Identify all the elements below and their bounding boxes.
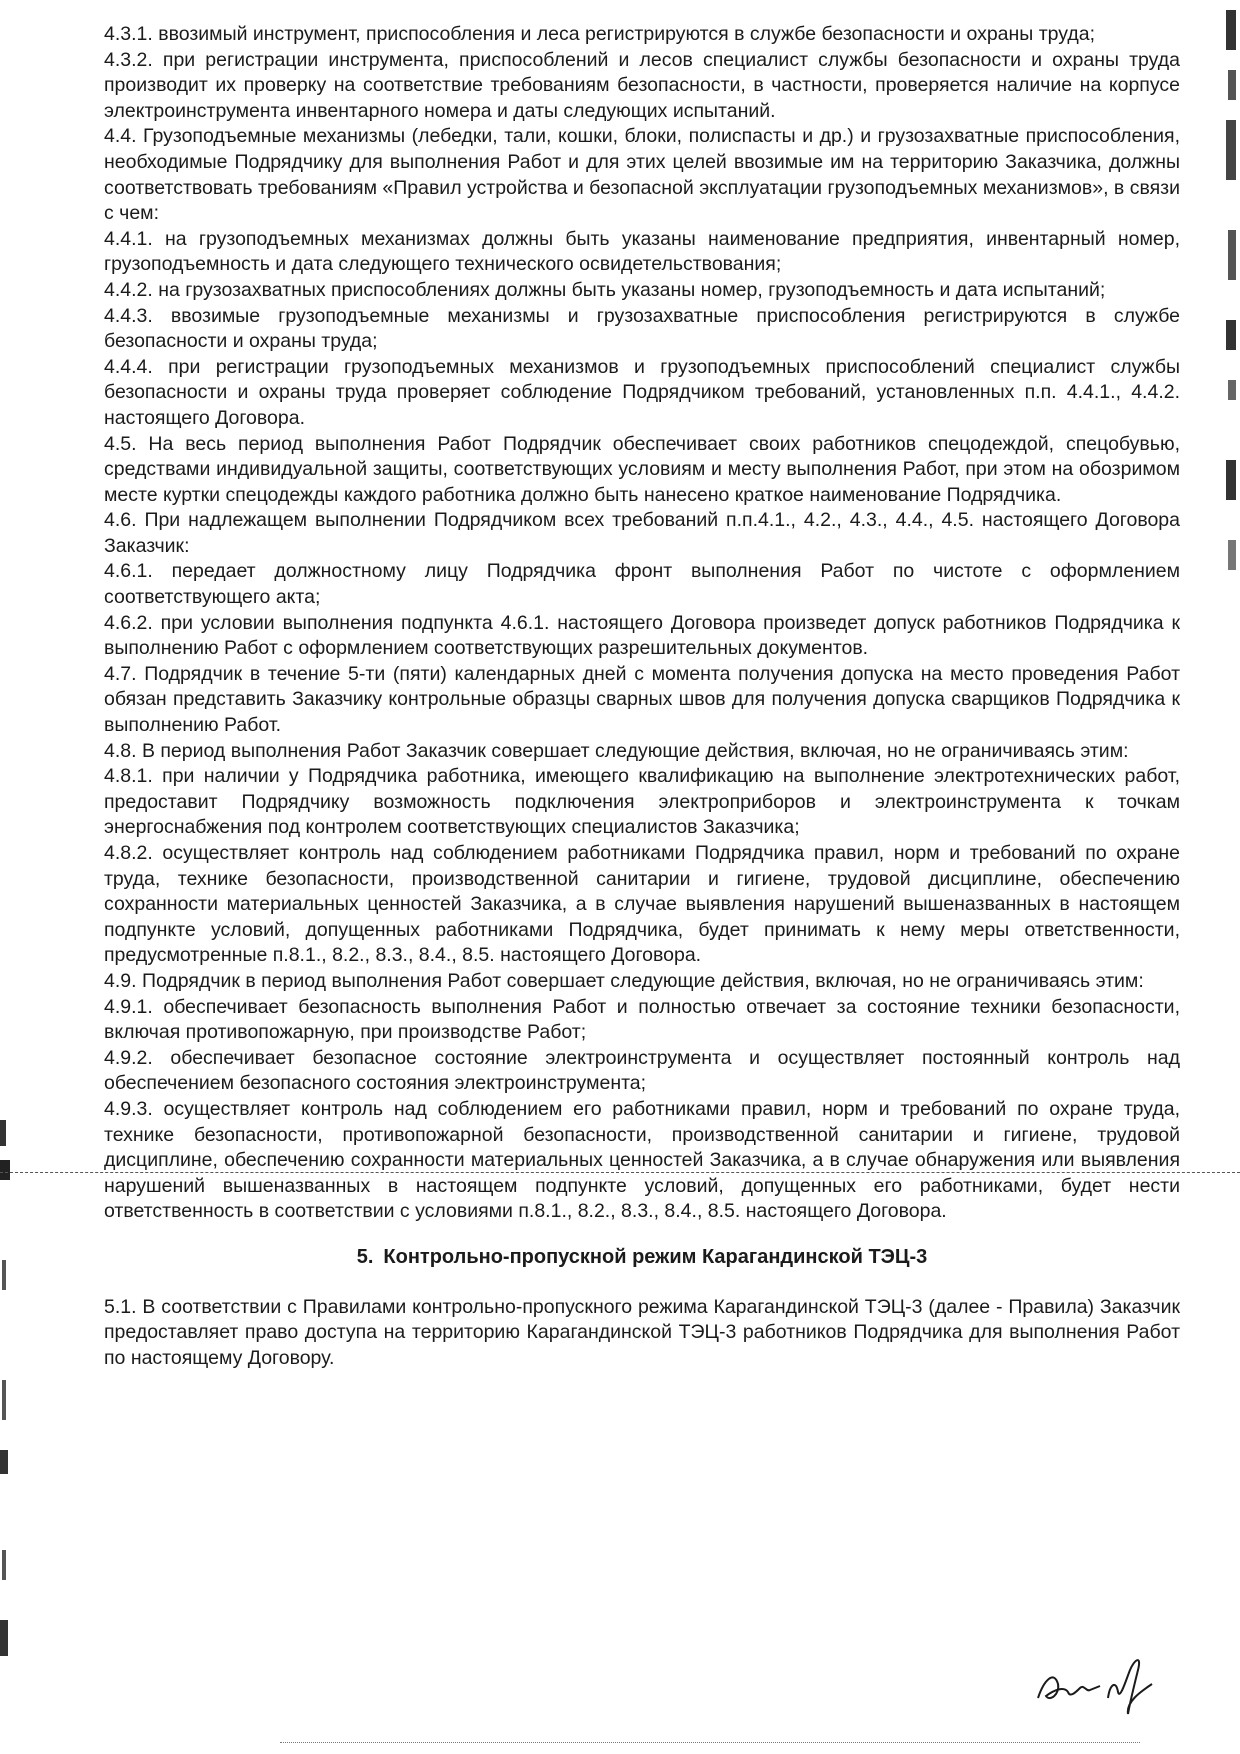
fold-line [0,1172,1240,1173]
clause-4-9-2: 4.9.2. обеспечивает безопасное состояние электроинструмента и осуществляет постоянный контроль над обеспечением безопасного состояния электроинструмента; [104,1046,1180,1095]
clause-4-8-2: 4.8.2. осуществляет контроль над соблюдением работниками Подрядчика правил, норм и требований по охране труда, технике безопасности, производственной санитарии и гигиене, трудовой дисциплине, обеспечению сохранности материальных ценностей Заказчика, а в случае выявления нарушений вышеназванных в настоящем подпункте условий, допущенных работниками Подрядчика, будет принимать к нему меры ответственности, предусмотренные п.8.1., 8.2., 8.3., 8.4., 8.5. настоящего Договора. [104,842,1180,967]
section-5-title: Контрольно-пропускной режим Карагандинской ТЭЦ-3 [383,1245,928,1268]
clause-4-4: 4.4. Грузоподъемные механизмы (лебедки, тали, кошки, блоки, полиспасты и др.) и грузозахватные приспособления, необходимые Подрядчику для выполнения Работ и для этих целей ввозимые им на территорию Заказчика, должны соответствовать требованиям «Правил устройства и безопасной эксплуатации грузоподъемных механизмов», в связи с чем: [104,125,1180,225]
clause-4-9-1: 4.9.1. обеспечивает безопасность выполнения Работ и полностью отвечает за состояние техники безопасности, включая противопожарную, при производстве Работ; [104,995,1180,1044]
clause-4-3-1: 4.3.1. ввозимый инструмент, приспособления и леса регистрируются в службе безопасности и охраны труда; [104,23,1096,45]
clause-4-6: 4.6. При надлежащем выполнении Подрядчиком всех требований п.п.4.1., 4.2., 4.3., 4.4., 4.5. настоящего Договора Заказчик: [104,509,1180,557]
section-5-number: 5. [356,1245,374,1268]
clause-5-1: 5.1. В соответствии с Правилами контрольно-пропускного режима Карагандинской ТЭЦ-3 (далее - Правила) Заказчик предоставляет право доступа на территорию Карагандинской ТЭЦ-3 работников Подрядчика для выполнения Работ по настоящему Договору. [104,1295,1180,1369]
document-body [104,22,1180,1371]
clause-4-6-1: 4.6.1. передает должностному лицу Подрядчика фронт выполнения Работ по чистоте с оформлением соответствующего акта; [104,560,1180,609]
clause-4-8: 4.8. В период выполнения Работ Заказчик совершает следующие действия, включая, но не ограничиваясь этим: [104,739,1129,762]
clause-4-3-2: 4.3.2. при регистрации инструмента, приспособлений и лесов специалист службы безопасности и охраны труда производит их проверку на соответствие требованиям безопасности, в частности, проверяется наличие на корпусе электроинструмента инвентарного номера и даты следующих испытаний. [104,48,1180,122]
clause-4-5: 4.5. На весь период выполнения Работ Подрядчик обеспечивает своих работников спецодеждой, спецобувью, средствами индивидуальной защиты, соответствующих условиям и месту выполнения Работ, при этом на обозримом месте куртки спецодежды каждого работника должно быть нанесено краткое наименование Подрядчика. [104,432,1180,506]
clause-4-4-3: 4.4.3. ввозимые грузоподъемные механизмы и грузозахватные приспособления регистрируются в службе безопасности и охраны труда; [104,304,1180,353]
clause-4-4-4: 4.4.4. при регистрации грузоподъемных механизмов и грузоподъемных приспособлений специалист службы безопасности и охраны труда проверяет соблюдение Подрядчиком требований, установленных п.п. 4.4.1., 4.4.2. настоящего Договора. [104,355,1180,429]
scan-margin-marks [1220,0,1240,620]
clause-4-4-1: 4.4.1. на грузоподъемных механизмах должны быть указаны наименование предприятия, инвентарный номер, грузоподъемность и дата следующего технического освидетельствования; [104,227,1180,276]
binding-marks [0,1120,18,1720]
clause-4-8-1: 4.8.1. при наличии у Подрядчика работника, имеющего квалификацию на выполнение электротехнических работ, предоставит Подрядчику возможность подключения электроприборов и электроинструмента к точкам энергоснабжения под контролем соответствующих специалистов Заказчика; [104,765,1180,839]
clause-4-9: 4.9. Подрядчик в период выполнения Работ совершает следующие действия, включая, но не ограничиваясь этим: [104,969,1144,992]
clause-4-7: 4.7. Подрядчик в течение 5-ти (пяти) календарных дней с момента получения допуска на место проведения Работ обязан представить Заказчику контрольные образцы сварных швов для получения допуска сварщиков Подрядчика к выполнению Работ. [104,662,1180,737]
scan-bottom-marks [280,1728,1140,1743]
signature [1030,1640,1170,1720]
clause-4-4-2: 4.4.2. на грузозахватных приспособлениях должны быть указаны номер, грузоподъемность и дата испытаний; [104,278,1106,301]
clause-4-9-3: 4.9.3. осуществляет контроль над соблюдением его работниками правил, норм и требований по охране труда, технике безопасности, противопожарной безопасности, производственной санитарии и гигиене, трудовой дисциплине, обеспечению сохранности материальных ценностей Заказчика, а в случае обнаружения или выявления нарушений вышеназванных в настоящем подпункте условий, допущенных его работниками, будет нести ответственность в соответствии с условиями п.8.1., 8.2., 8.3., 8.4., 8.5. настоящего Договора. [104,1097,1180,1223]
section-5-heading [104,1245,1180,1271]
clause-4-6-2: 4.6.2. при условии выполнения подпункта 4.6.1. настоящего Договора произведет допуск работников Подрядчика к выполнению Работ с оформлением соответствующих разрешительных документов. [104,611,1180,660]
